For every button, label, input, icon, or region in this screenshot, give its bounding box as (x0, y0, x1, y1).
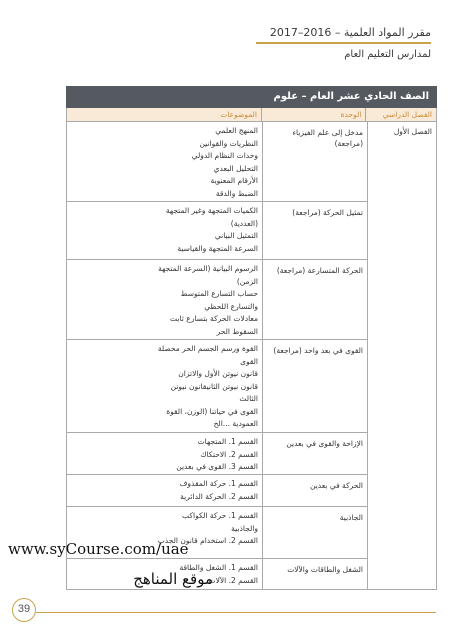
unit-name: الشغل والطاقات والآلات (262, 559, 367, 590)
unit-topics (67, 475, 262, 506)
table-row (67, 260, 367, 340)
topic-item: القسم 2. الآلات (208, 575, 258, 585)
unit-name: الحركة المتسارعة (مراجعة) (262, 260, 367, 339)
topic-item: وحدات النظام الدولي (191, 151, 258, 160)
table-row (67, 340, 367, 433)
table-header-row (66, 108, 437, 122)
topic-item: القسم 3. القوى في بعدين (176, 462, 258, 471)
table-banner: الصف الحادي عشر العام – علوم (66, 86, 437, 108)
topic-item: معادلات الحركة بتسارع ثابت (170, 314, 258, 323)
document-title: مقرر المواد العلمية – 2016–2017 (269, 26, 431, 39)
footer-divider (36, 612, 436, 613)
topic-item: السرعة المتجهة والقياسية (177, 243, 258, 253)
topic-item: الأرقام المعنوية (210, 176, 258, 185)
unit-topics (67, 260, 262, 339)
column-header-semester: الفصل الدراسي (365, 108, 436, 121)
table-row (67, 122, 367, 202)
topic-item: الثالث (239, 394, 258, 403)
topic-item: الضبط والدقة (215, 188, 258, 198)
watermark-arabic: موقع المناهج (133, 570, 213, 588)
topic-item: الزمن) (236, 276, 258, 286)
topic-item: العمودية ...الخ (213, 419, 258, 428)
topic-item: حساب التسارع المتوسط (180, 289, 258, 298)
units-column (67, 122, 367, 589)
topic-item: القسم 2. الاحتكاك (200, 449, 258, 459)
topic-item: القوى (240, 356, 258, 366)
unit-topics (67, 202, 262, 259)
unit-topics (67, 433, 262, 474)
header-divider (256, 42, 431, 44)
topic-item: النظريات والقوانين (199, 138, 258, 148)
topic-item: (العددية) (230, 218, 258, 228)
topic-item: والجاذبية (231, 523, 258, 533)
topic-item: قانون نيوتن الثانيقانون نيوتن (170, 381, 258, 391)
semester-cell: الفصل الأول (367, 122, 436, 589)
topic-item: القسم 2. استخدام قانون الجذب (157, 536, 258, 545)
unit-topics (67, 340, 262, 432)
curriculum-table (66, 86, 437, 590)
document-subtitle: لمدارس التعليم العام (344, 49, 431, 60)
topic-item: قانون نيوتن الأول والاتزان (178, 369, 258, 378)
page-header (11, 26, 431, 61)
unit-name: تمثيل الحركة (مراجعة) (262, 202, 367, 259)
unit-name: الحركة في بعدين (262, 475, 367, 506)
topic-item: القوة ورسم الجسم الحر محصلة (157, 344, 258, 353)
unit-topics (67, 122, 262, 201)
unit-name: مدخل إلى علم الفيزياء (مراجعة) (262, 122, 367, 201)
topic-item: التمثيل البياني (214, 231, 258, 240)
topic-item: السقوط الحر (216, 326, 258, 336)
column-header-unit: الوحدة (261, 108, 365, 121)
topic-item: الكميات المتجهة وغير المتجهة (165, 206, 258, 215)
topic-item: القوى في حياتنا (الوزن، القوة (166, 406, 258, 416)
page-number: 39 (12, 598, 36, 622)
unit-name: الجاذبية (262, 507, 367, 558)
table-body (66, 122, 437, 590)
topic-item: القسم 1. حركة المقذوف (179, 479, 258, 488)
watermark-url: www.syCourse.com/uae (8, 540, 189, 558)
topic-item: القسم 1. المتجهات (197, 437, 258, 446)
watermark (8, 540, 213, 588)
topic-item: القسم 1. الشغل والطاقة (179, 563, 258, 572)
table-row (67, 475, 367, 507)
table-row (67, 433, 367, 475)
topic-item: والتسارع اللحظي (204, 301, 258, 311)
topic-item: القسم 1. حركة الكواكب (182, 511, 258, 520)
topic-item: المنهج العلمي (215, 126, 258, 135)
topic-item: الرسوم البيانية (السرعة المتجهة (158, 264, 258, 273)
unit-name: القوى في بعد واحد (مراجعة) (262, 340, 367, 432)
table-row (67, 202, 367, 260)
unit-name: الإزاحة والقوى في بعدين (262, 433, 367, 474)
column-header-topics: الموضوعات (220, 110, 257, 119)
topic-item: القسم 2. الحركة الدائرية (180, 491, 258, 501)
topic-item: التحليل البعدي (213, 163, 258, 173)
